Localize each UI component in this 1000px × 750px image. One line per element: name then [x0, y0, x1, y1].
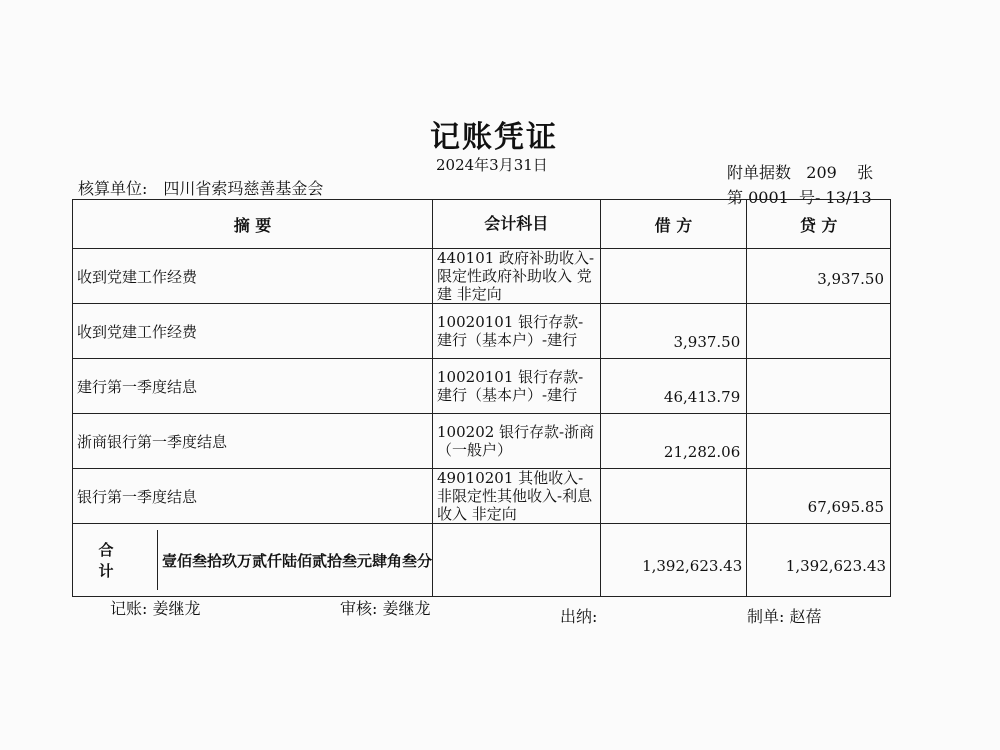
total-label: 合 计 [98, 541, 132, 580]
bookkeeper-signature [110, 596, 201, 619]
bookkeeper-label: 记账: [110, 599, 148, 618]
cashier-signature [560, 604, 597, 627]
unit-label: 核算单位: [78, 179, 148, 198]
col-debit: 借 方 [600, 200, 747, 249]
table-row [73, 359, 891, 414]
total-account-blank [433, 524, 601, 597]
attachment-count [727, 160, 873, 183]
total-cell [73, 524, 433, 597]
row-credit [747, 469, 891, 524]
voucher-prefix: 第 [727, 188, 744, 207]
row-debit [600, 359, 747, 414]
table-row [73, 414, 891, 469]
credit-amount [751, 320, 886, 342]
col-summary: 摘 要 [73, 200, 433, 249]
voucher-suffix: 号- [799, 188, 821, 207]
reviewer-label: 审核: [340, 599, 378, 618]
row-credit [747, 414, 891, 469]
row-credit [747, 249, 891, 304]
unit-name: 四川省索玛慈善基金会 [163, 179, 324, 198]
voucher-page: 13/13 [825, 188, 872, 207]
total-credit: 1,392,623.43 [747, 524, 891, 597]
col-account: 会计科目 [433, 200, 601, 249]
bookkeeper-name: 姜继龙 [152, 599, 201, 618]
voucher-date: 2024年3月31日 [436, 156, 548, 174]
voucher-number-value: 0001 [748, 188, 789, 207]
credit-amount [751, 430, 886, 452]
header-row [73, 200, 891, 249]
table-row [73, 469, 891, 524]
col-credit: 贷 方 [747, 200, 891, 249]
debit-amount [605, 485, 743, 507]
table-row [73, 304, 891, 359]
preparer-signature [747, 604, 822, 627]
attach-count: 209 [806, 163, 837, 182]
debit-amount [605, 273, 743, 279]
row-debit [600, 469, 747, 524]
attach-unit: 张 [857, 163, 874, 182]
row-account: 49010201 其他收入-非限定性其他收入-利息收入 非定向 [433, 469, 601, 524]
accounting-unit [78, 176, 323, 199]
row-account: 100202 银行存款-浙商（一般户） [433, 414, 601, 469]
preparer-label: 制单: [747, 607, 785, 626]
reviewer-name: 姜继龙 [382, 599, 431, 618]
voucher-title: 记账凭证 [430, 120, 558, 155]
cashier-label: 出纳: [560, 607, 598, 626]
row-credit [747, 359, 891, 414]
total-debit: 1,392,623.43 [600, 524, 747, 597]
reviewer-signature [340, 596, 431, 619]
row-summary: 建行第一季度结息 [73, 359, 433, 414]
row-summary: 银行第一季度结息 [73, 469, 433, 524]
row-debit [600, 304, 747, 359]
row-summary: 收到党建工作经费 [73, 249, 433, 304]
row-credit [747, 304, 891, 359]
row-account: 440101 政府补助收入-限定性政府补助收入 党建 非定向 [433, 249, 601, 304]
credit-amount: 3,937.50 [817, 270, 884, 288]
row-debit [600, 249, 747, 304]
credit-amount [751, 375, 886, 397]
table-row [73, 249, 891, 304]
credit-amount: 67,695.85 [807, 498, 884, 516]
preparer-name: 赵蓓 [789, 607, 822, 626]
total-row [73, 524, 891, 597]
row-debit [600, 414, 747, 469]
total-amount-words: 壹佰叁拾玖万贰仟陆佰贰拾叁元肆角叁分 [162, 551, 433, 570]
row-summary: 浙商银行第一季度结息 [73, 414, 433, 469]
row-account: 10020101 银行存款-建行（基本户）-建行 [433, 304, 601, 359]
debit-amount: 46,413.79 [663, 388, 741, 406]
total-label-cell [73, 530, 158, 590]
debit-amount: 3,937.50 [673, 333, 741, 351]
row-summary: 收到党建工作经费 [73, 304, 433, 359]
row-account: 10020101 银行存款-建行（基本户）-建行 [433, 359, 601, 414]
voucher-table [72, 199, 891, 597]
debit-amount: 21,282.06 [663, 443, 741, 461]
attach-label: 附单据数 [727, 163, 792, 182]
